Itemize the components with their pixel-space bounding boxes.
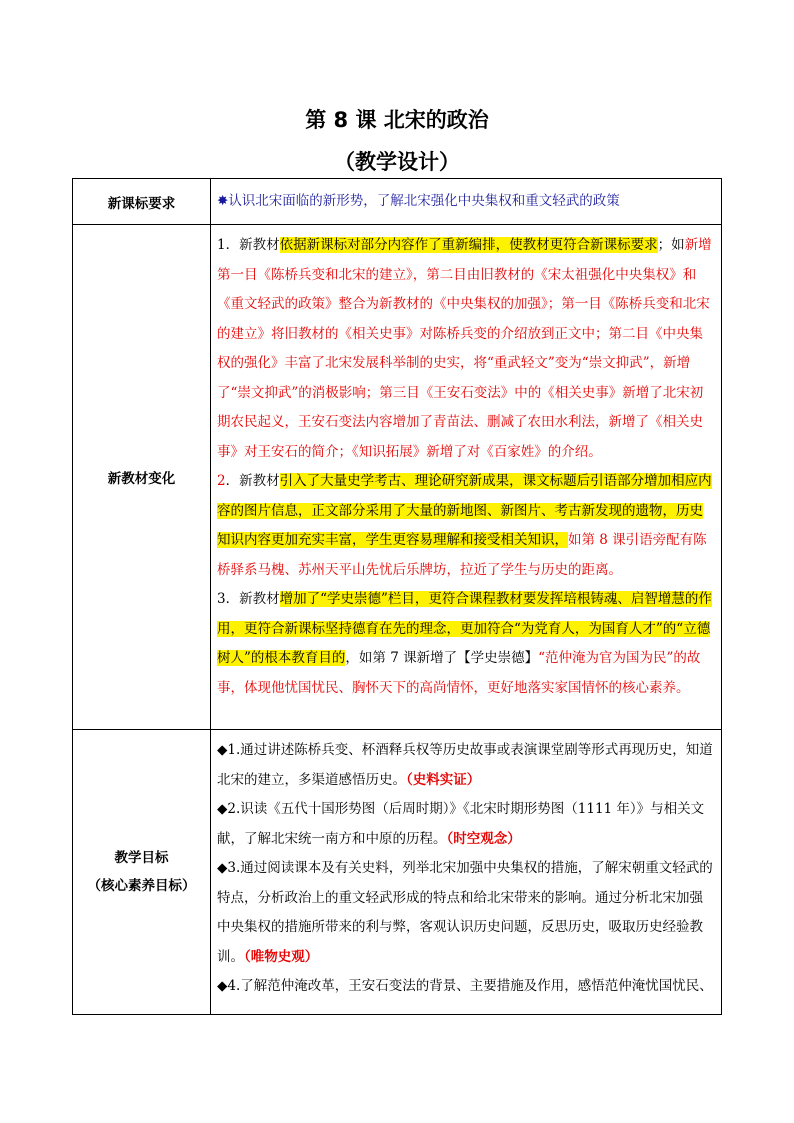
p3-lead: 3．新教材 bbox=[217, 591, 280, 607]
p1-highlight: 依据新课标对部分内容作了重新编排，使教材更符合新课标要求 bbox=[279, 237, 658, 253]
p2-lead-num: 2 bbox=[217, 473, 226, 489]
row-label-standard: 新课标要求 bbox=[73, 179, 211, 225]
row-label-goals bbox=[73, 730, 211, 1015]
goal-item: ◆3.通过阅读课本及有关史料，列举北宋加强中央集权的措施，了解宋朝重文轻武的特点，分析政治上的重文轻武形成的特点和给北宋带来的影响。通过分析北宋加强中央集权的措施所带来的利与弊，客观认识历史问题，反思历史，吸取历史经验教训。（唯物史观） bbox=[217, 860, 713, 965]
p2-lead: ．新教材 bbox=[225, 473, 280, 489]
p2-highlight: 引入了大量史学考古、理论研究新成果，课文标题后引语部分增加相应内容的图片信息，正文部分采用了大量的新地图、新图片、考古新发现的遗物，历史知识内容更加充实丰富，学生更容易理解和接受相关知识， bbox=[217, 473, 712, 548]
goals-label-sub: （核心素养目标） bbox=[87, 878, 196, 894]
page-title: 第 8 课 北宋的政治 bbox=[305, 108, 489, 132]
goal-item: ◆2.识读《五代十国形势图（后周时期）》《北宋时期形势图（1111 年）》与相关文献，了解北宋统一南方和中原的历程。（时空观念） bbox=[217, 801, 705, 847]
table-row bbox=[73, 179, 722, 225]
page-subtitle: （教学设计） bbox=[334, 150, 460, 174]
table-row bbox=[73, 225, 722, 730]
p1-red: 新增第一目《陈桥兵变和北宋的建立》，第二目由旧教材的《宋太祖强化中央集权》和《重文轻武的政策》整合为新教材的《中央集权的加强》；第一目《陈桥兵变和北宋的建立》将旧教材的《相关史事》对陈桥兵变的介绍放到正文中；第二目《中央集权的强化》丰富了北宋发展科举制的史实，将“重武轻文”变为“崇文抑武”，新增了“崇文抑武”的消极影响；第三目《王安石变法》中的《相关史事》新增了北宋初期农民起义，王安石变法内容增加了青苗法、删减了农田水利法，新增了《相关史事》对王安石的简介；《知识拓展》新增了对《百家姓》的介绍。 bbox=[217, 237, 712, 460]
change-paragraph-1 bbox=[217, 231, 715, 467]
p1-mid: ；如 bbox=[657, 237, 685, 253]
goal-item: ◆4.了解范仲淹改革，王安石变法的背景、主要措施及作用，感悟范仲淹忧国忧民、 bbox=[217, 978, 713, 994]
p3-highlight: 增加了“学史崇德”栏目，更符合课程教材要发挥培根铸魂、启智增慧的作用，更符合新课标坚持德育在先的理念，更加符合“为党育人，为国育人才”的“立德树人”的根本教育目的 bbox=[217, 591, 712, 666]
table-row bbox=[73, 730, 722, 1015]
standard-content bbox=[211, 179, 722, 225]
lesson-table bbox=[72, 178, 722, 1015]
row-label-changes: 新教材变化 bbox=[73, 225, 211, 730]
goals-content bbox=[211, 730, 722, 1015]
p1-lead: 1．新教材 bbox=[217, 237, 280, 253]
goals-label-main: 教学目标 bbox=[114, 850, 169, 866]
changes-content bbox=[211, 225, 722, 730]
goal-item: ◆1.通过讲述陈桥兵变、杯酒释兵权等历史故事或表演课堂剧等形式再现历史，知道北宋的建立，多渠道感悟历史。（史料实证） bbox=[217, 742, 713, 788]
standard-text: 认识北宋面临的新形势，了解北宋强化中央集权和重文轻武的政策 bbox=[228, 192, 620, 209]
change-paragraph-3 bbox=[217, 585, 715, 703]
p2-red: 如第 8 课引语旁配有陈桥驿系马槐、苏州天平山先忧后乐牌坊，拉近了学生与历史的距离。 bbox=[217, 532, 707, 578]
p3-mid: ，如第 7 课新增了【学史崇德】 bbox=[345, 650, 539, 666]
p3-red: “范仲淹为官为国为民”的故事，体现他忧国忧民、胸怀天下的高尚情怀，更好地落实家国情怀的核心素养。 bbox=[217, 650, 701, 696]
change-paragraph-2 bbox=[217, 467, 715, 585]
star-icon: ✸ bbox=[217, 192, 229, 209]
